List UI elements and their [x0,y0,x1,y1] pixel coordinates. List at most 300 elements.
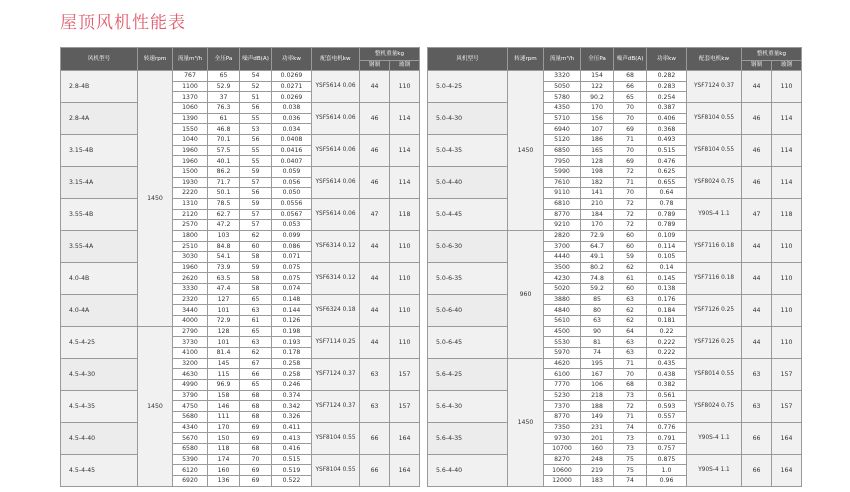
table-row [428,71,802,82]
flow-cell: 3440 [173,305,208,316]
noise-cell: 62 [240,348,272,359]
pressure-cell: 145 [208,358,240,369]
flow-cell: 4750 [173,401,208,412]
steel-weight-cell: 44 [742,71,772,103]
pressure-cell: 158 [208,390,240,401]
flow-cell: 8770 [544,209,581,220]
pressure-cell: 127 [208,294,240,305]
pressure-cell: 52.9 [208,81,240,92]
noise-cell: 66 [240,369,272,380]
noise-cell: 55 [240,156,272,167]
power-cell: 0.14 [647,262,687,273]
pressure-cell: 165 [581,145,614,156]
power-cell: 0.791 [647,433,687,444]
glass-weight-cell: 110 [772,326,802,358]
glass-weight-cell: 110 [390,71,420,103]
noise-cell: 52 [240,81,272,92]
model-cell: 5.6-4-35 [428,422,508,454]
pressure-cell: 70.1 [208,134,240,145]
power-cell: 0.144 [272,305,312,316]
power-cell: 0.593 [647,401,687,412]
pressure-cell: 210 [581,198,614,209]
flow-cell: 5990 [544,166,581,177]
flow-cell: 5020 [544,284,581,295]
noise-cell: 57 [240,209,272,220]
power-cell: 0.411 [272,422,312,433]
glass-weight-cell: 157 [772,390,802,422]
pressure-cell: 63.5 [208,273,240,284]
power-cell: 0.222 [647,348,687,359]
noise-cell: 68 [240,390,272,401]
flow-cell: 2620 [173,273,208,284]
flow-cell: 3880 [544,294,581,305]
motor-cell: Y90S-4 1.1 [687,198,742,230]
power-cell: 0.368 [647,124,687,135]
flow-cell: 1930 [173,177,208,188]
noise-cell: 66 [614,81,647,92]
pressure-cell: 122 [581,81,614,92]
motor-cell: Y90S-4 1.1 [687,454,742,486]
model-cell: 3.15-4B [61,134,138,166]
power-cell: 0.78 [647,198,687,209]
flow-cell: 5780 [544,92,581,103]
motor-cell: YSF7124 0.37 [687,71,742,103]
pressure-cell: 160 [581,443,614,454]
flow-cell: 3320 [544,71,581,82]
table-row [428,198,802,209]
power-cell: 0.0567 [272,209,312,220]
power-cell: 0.493 [647,134,687,145]
power-cell: 0.198 [272,326,312,337]
glass-weight-cell: 110 [390,294,420,326]
pressure-cell: 128 [581,156,614,167]
noise-cell: 63 [240,337,272,348]
header-row [61,48,420,61]
glass-weight-cell: 118 [772,198,802,230]
noise-cell: 70 [240,454,272,465]
flow-cell: 4100 [173,348,208,359]
table-row [428,326,802,337]
glass-weight-cell: 110 [772,294,802,326]
table-row [428,454,802,465]
noise-cell: 57 [240,220,272,231]
flow-cell: 4440 [544,252,581,263]
power-cell: 0.184 [647,305,687,316]
power-cell: 0.126 [272,316,312,327]
flow-cell: 3200 [173,358,208,369]
steel-weight-cell: 46 [360,134,390,166]
pressure-cell: 198 [581,166,614,177]
pressure-cell: 115 [208,369,240,380]
glass-weight-cell: 114 [390,134,420,166]
noise-cell: 69 [614,124,647,135]
noise-cell: 60 [614,230,647,241]
power-cell: 0.145 [647,273,687,284]
steel-weight-cell: 44 [360,326,390,358]
steel-weight-cell: 44 [360,230,390,262]
header-speed: 转速rpm [508,48,544,71]
steel-weight-cell: 63 [742,390,772,422]
steel-weight-cell: 44 [360,71,390,103]
pressure-cell: 101 [208,305,240,316]
power-cell: 0.036 [272,113,312,124]
pressure-cell: 90.2 [581,92,614,103]
flow-cell: 2820 [544,230,581,241]
power-cell: 0.071 [272,252,312,263]
noise-cell: 60 [614,241,647,252]
noise-cell: 64 [614,326,647,337]
table-row [61,102,420,113]
pressure-cell: 37 [208,92,240,103]
steel-weight-cell: 63 [360,358,390,390]
model-cell: 3.55-4A [61,230,138,262]
page-title: 屋顶风机性能表 [60,13,186,33]
performance-tables [60,47,801,490]
speed-cell: 1450 [138,326,173,486]
power-cell: 0.038 [272,102,312,113]
pressure-cell: 103 [208,230,240,241]
pressure-cell: 46.8 [208,124,240,135]
model-cell: 4.0-4A [61,294,138,326]
pressure-cell: 81 [581,337,614,348]
motor-cell: YSF5614 0.06 [312,166,360,198]
motor-cell: YSF5614 0.06 [312,198,360,230]
noise-cell: 59 [614,252,647,263]
glass-weight-cell: 114 [772,134,802,166]
header-power: 功率kw [272,48,312,71]
pressure-cell: 184 [581,209,614,220]
flow-cell: 5390 [173,454,208,465]
motor-cell: YSF8024 0.75 [687,390,742,422]
glass-weight-cell: 114 [390,166,420,198]
pressure-cell: 118 [208,443,240,454]
motor-cell: YSF5614 0.06 [312,102,360,134]
noise-cell: 70 [614,188,647,199]
motor-cell: YSF7126 0.25 [687,326,742,358]
pressure-cell: 167 [581,369,614,380]
noise-cell: 59 [240,198,272,209]
model-cell: 5.0-6-35 [428,262,508,294]
power-cell: 0.283 [647,81,687,92]
noise-cell: 58 [240,273,272,284]
noise-cell: 69 [240,422,272,433]
pressure-cell: 86.2 [208,166,240,177]
noise-cell: 65 [240,326,272,337]
noise-cell: 63 [614,337,647,348]
table-row [61,326,420,337]
flow-cell: 5680 [173,412,208,423]
pressure-cell: 182 [581,177,614,188]
pressure-cell: 128 [208,326,240,337]
header-speed: 转速rpm [138,48,173,71]
noise-cell: 65 [614,92,647,103]
noise-cell: 63 [240,305,272,316]
noise-cell: 58 [240,284,272,295]
flow-cell: 6810 [544,198,581,209]
power-cell: 0.515 [272,454,312,465]
flow-cell: 5120 [544,134,581,145]
noise-cell: 70 [614,369,647,380]
noise-cell: 75 [614,465,647,476]
glass-weight-cell: 164 [390,454,420,486]
model-cell: 5.0-6-40 [428,294,508,326]
noise-cell: 54 [240,71,272,82]
flow-cell: 1310 [173,198,208,209]
power-cell: 0.105 [647,252,687,263]
pressure-cell: 174 [208,454,240,465]
flow-cell: 6920 [173,475,208,486]
header-power: 功率kw [647,48,687,71]
pressure-cell: 111 [208,412,240,423]
pressure-cell: 40.1 [208,156,240,167]
power-cell: 0.0556 [272,198,312,209]
steel-weight-cell: 46 [742,166,772,198]
steel-weight-cell: 66 [360,454,390,486]
pressure-cell: 59.2 [581,284,614,295]
noise-cell: 62 [614,262,647,273]
model-cell: 4.0-4B [61,262,138,294]
flow-cell: 1800 [173,230,208,241]
power-cell: 0.034 [272,124,312,135]
header-model: 风机型号 [428,48,508,71]
header-motor: 配套电机kw [687,48,742,71]
flow-cell: 12000 [544,475,581,486]
motor-cell: YSF7116 0.18 [687,230,742,262]
steel-weight-cell: 44 [742,230,772,262]
noise-cell: 73 [614,433,647,444]
power-cell: 0.0271 [272,81,312,92]
power-cell: 0.0269 [272,92,312,103]
power-cell: 0.387 [647,102,687,113]
power-cell: 0.435 [647,358,687,369]
model-cell: 5.6-4-40 [428,454,508,486]
pressure-cell: 65 [208,71,240,82]
flow-cell: 5710 [544,113,581,124]
steel-weight-cell: 47 [360,198,390,230]
model-cell: 5.6-4-30 [428,390,508,422]
header-motor: 配套电机kw [312,48,360,71]
pressure-cell: 150 [208,433,240,444]
flow-cell: 5230 [544,390,581,401]
power-cell: 0.655 [647,177,687,188]
motor-cell: YSF6314 0.12 [312,262,360,294]
flow-cell: 2220 [173,188,208,199]
pressure-cell: 74 [581,348,614,359]
model-cell: 5.0-4-30 [428,102,508,134]
flow-cell: 1390 [173,113,208,124]
power-cell: 0.0408 [272,134,312,145]
table-row [428,134,802,145]
power-cell: 0.059 [272,166,312,177]
flow-cell: 7770 [544,380,581,391]
noise-cell: 69 [240,475,272,486]
pressure-cell: 96.9 [208,380,240,391]
motor-cell: YSF8014 0.55 [687,358,742,390]
flow-cell: 6580 [173,443,208,454]
pressure-cell: 78.5 [208,198,240,209]
pressure-cell: 231 [581,422,614,433]
pressure-cell: 160 [208,465,240,476]
flow-cell: 2120 [173,209,208,220]
model-cell: 5.0-6-45 [428,326,508,358]
power-cell: 0.625 [647,166,687,177]
speed-cell: 1450 [138,71,173,327]
noise-cell: 51 [240,92,272,103]
flow-cell: 10700 [544,443,581,454]
noise-cell: 72 [614,198,647,209]
power-cell: 0.246 [272,380,312,391]
power-cell: 0.050 [272,188,312,199]
noise-cell: 75 [614,454,647,465]
power-cell: 0.438 [647,369,687,380]
flow-cell: 6120 [173,465,208,476]
noise-cell: 68 [240,443,272,454]
pressure-cell: 183 [581,475,614,486]
noise-cell: 72 [614,220,647,231]
noise-cell: 56 [240,134,272,145]
motor-cell: Y90S-4 1.1 [687,422,742,454]
power-cell: 0.519 [272,465,312,476]
flow-cell: 7370 [544,401,581,412]
pressure-cell: 80.2 [581,262,614,273]
flow-cell: 1550 [173,124,208,135]
flow-cell: 1500 [173,166,208,177]
glass-weight-cell: 164 [772,422,802,454]
power-cell: 0.789 [647,220,687,231]
motor-cell: YSF5614 0.06 [312,71,360,103]
flow-cell: 8270 [544,454,581,465]
power-cell: 0.148 [272,294,312,305]
noise-cell: 63 [614,294,647,305]
pressure-cell: 72.9 [208,316,240,327]
header-flow: 流量m³/h [544,48,581,71]
model-cell: 4.5-4-25 [61,326,138,358]
model-cell: 3.55-4B [61,198,138,230]
steel-weight-cell: 66 [360,422,390,454]
header-weight: 整机重量kg [742,48,802,61]
noise-cell: 60 [614,284,647,295]
table-row [428,166,802,177]
power-cell: 0.258 [272,358,312,369]
noise-cell: 74 [614,475,647,486]
noise-cell: 69 [240,465,272,476]
power-cell: 0.254 [647,92,687,103]
header-flow: 流量m³/h [173,48,208,71]
noise-cell: 62 [614,305,647,316]
flow-cell: 1100 [173,81,208,92]
power-cell: 0.413 [272,433,312,444]
flow-cell: 8770 [544,412,581,423]
motor-cell: YSF8104 0.55 [312,454,360,486]
flow-cell: 9210 [544,220,581,231]
left-performance-table [60,47,420,487]
header-model: 风机型号 [61,48,138,71]
flow-cell: 5530 [544,337,581,348]
power-cell: 0.178 [272,348,312,359]
motor-cell: YSF7124 0.37 [312,390,360,422]
right-performance-table [427,47,802,487]
pressure-cell: 170 [208,422,240,433]
noise-cell: 69 [614,156,647,167]
pressure-cell: 141 [581,188,614,199]
pressure-cell: 74.8 [581,273,614,284]
header-glass: 玻钢 [772,61,802,71]
glass-weight-cell: 110 [390,262,420,294]
flow-cell: 2570 [173,220,208,231]
header-steel: 钢制 [360,61,390,71]
power-cell: 0.757 [647,443,687,454]
table-row [61,262,420,273]
steel-weight-cell: 46 [360,102,390,134]
pressure-cell: 170 [581,102,614,113]
flow-cell: 4340 [173,422,208,433]
flow-cell: 7350 [544,422,581,433]
power-cell: 0.0269 [272,71,312,82]
steel-weight-cell: 46 [742,102,772,134]
noise-cell: 68 [240,412,272,423]
header-pressure: 全压Pa [581,48,614,71]
motor-cell: YSF6314 0.12 [312,230,360,262]
pressure-cell: 73.9 [208,262,240,273]
steel-weight-cell: 46 [360,166,390,198]
header-noise: 噪声dB(A) [240,48,272,71]
flow-cell: 2790 [173,326,208,337]
flow-cell: 9110 [544,188,581,199]
flow-cell: 4630 [173,369,208,380]
power-cell: 0.96 [647,475,687,486]
pressure-cell: 84.8 [208,241,240,252]
power-cell: 0.114 [647,241,687,252]
pressure-cell: 72.9 [581,230,614,241]
steel-weight-cell: 63 [742,358,772,390]
flow-cell: 7950 [544,156,581,167]
model-cell: 5.0-4-25 [428,71,508,103]
power-cell: 0.789 [647,209,687,220]
flow-cell: 3790 [173,390,208,401]
speed-cell: 1450 [508,358,544,486]
glass-weight-cell: 118 [390,198,420,230]
noise-cell: 63 [614,348,647,359]
flow-cell: 1960 [173,145,208,156]
power-cell: 0.476 [647,156,687,167]
power-cell: 1.0 [647,465,687,476]
power-cell: 0.086 [272,241,312,252]
noise-cell: 70 [614,145,647,156]
table-row [428,262,802,273]
model-cell: 4.5-4-40 [61,422,138,454]
flow-cell: 5610 [544,316,581,327]
glass-weight-cell: 157 [390,390,420,422]
power-cell: 0.193 [272,337,312,348]
header-noise: 噪声dB(A) [614,48,647,71]
pressure-cell: 71.7 [208,177,240,188]
table-row [428,294,802,305]
glass-weight-cell: 110 [390,326,420,358]
steel-weight-cell: 46 [742,134,772,166]
pressure-cell: 63 [581,316,614,327]
pressure-cell: 101 [208,337,240,348]
glass-weight-cell: 110 [772,230,802,262]
pressure-cell: 50.1 [208,188,240,199]
noise-cell: 71 [614,177,647,188]
power-cell: 0.561 [647,390,687,401]
motor-cell: YSF7124 0.37 [312,358,360,390]
pressure-cell: 219 [581,465,614,476]
table-row [61,422,420,433]
table-row [428,390,802,401]
glass-weight-cell: 110 [772,71,802,103]
power-cell: 0.181 [647,316,687,327]
